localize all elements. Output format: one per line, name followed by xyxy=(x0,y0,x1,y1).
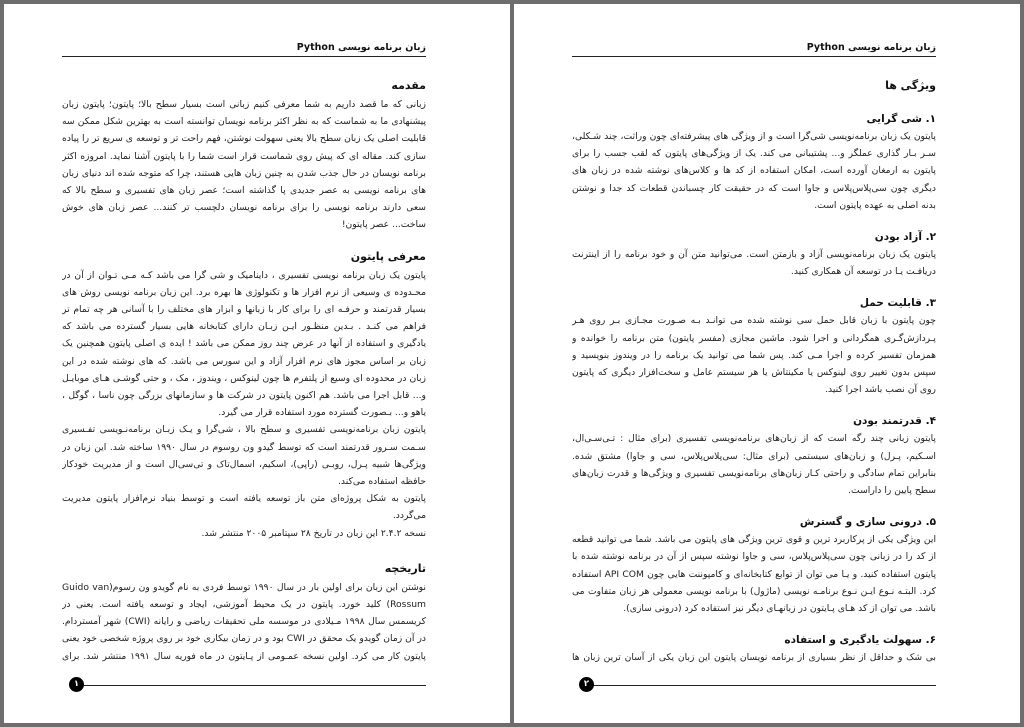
features-section-title: ویژگی ها xyxy=(885,79,936,92)
feature-title-oop: ۱. شی گرایی xyxy=(866,113,936,125)
feature-title-embedding: ۵. درونی سازی و گسترش xyxy=(799,516,936,529)
about-python-heading: معرفی پایتون xyxy=(350,249,426,263)
about-paragraph-4: نسخه ۲.۴.۲ این زبان در تاریخ ۲۸ سپتامبر ۲۰۰۵ منتشر شد. xyxy=(201,527,426,539)
intro-paragraph: زبانی که ما قصد داریم به شما معرفی کنیم زبانی است بسیار سطح بالا؛ پایتون؛ پایتون زبان پیشنهادی ما به شماست که به نظر اکثر برنامه نویسان توانسته است به بهترین شکل ممکن سه قابلیت اصلی یک زبان سطح بالا یعنی سهولت نوشتن، فهم راحت تر و توسعه ی سریع تر را پیاده سازی کند. مقاله ای که پیش روی شماست قرار است شما را با پایتون آشنا نماید. امروزه اکثر برنامه نویسان در حال جذب شدن به چنین زبان هایی هستند، چرا که متوجه شده اند دنیای زبان های برنامه نویسی به عصر جدیدی پا گذاشته است؛ عصر زبان های تفسیری و سطح بالا که سعی دارند برنامه نویسی را برای برنامه نویسان دلچسب تر کنند... عصر زبان های خوش ساخت... عصر پایتون! xyxy=(62,99,426,231)
running-header: زبان برنامه نویسی Python xyxy=(572,41,936,57)
feature-text-free: پایتون یک زبان برنامه‌نویسی آزاد و بازمتن است. می‌توانید متن آن و خود برنامه را از اینترنت دریافـت یـا در توسعه آن همکاری کنید. xyxy=(572,249,936,278)
feature-text-oop: پایتون یک زبان برنامه‌نویسی شی‌گرا است و از ویژگی های پیشرفته‌ای چون وراثت، چند شـکلی، سـر بـار گذاری عملگر و... پشتیبانی می کند. یک از ویژگی‌های پایتون که لقب جسب را برای پایتون به ارمغان آورده است، امکان استفاده از کد ها و کلاس‌های نوشته شده در زبان های دیگری چون سی‌پلاس‌پلاس و جاوا است که در حقیقت کار چسباندن قطعات کد جدا و نوشتن بدنه اصلی به عهده پایتون است. xyxy=(572,131,936,211)
feature-title-ease: ۶. سهولت یادگیری و استفاده xyxy=(784,634,936,647)
feature-title-powerful: ۴. قدرتمند بودن xyxy=(853,415,936,428)
right-page xyxy=(514,4,1020,723)
feature-title-portability: ۳. قابلیت حمل xyxy=(859,297,936,310)
running-header: زبان برنامه نویسی Python xyxy=(62,41,426,57)
about-paragraph-3: پایتون به شکل پروژه‌ای متن باز توسعه یافته است و توسط بنیاد نرم‌افزار پایتون مدیریت می‌گردد. xyxy=(62,493,426,522)
left-page xyxy=(4,4,510,723)
feature-text-ease: بی شک و حداقل از نظر بسیاری از برنامه نویسان پایتون این زبان یکی از آسان ترین زبان ها xyxy=(572,652,936,663)
footer-rule xyxy=(582,685,936,686)
intro-heading: مقدمه xyxy=(391,79,426,92)
history-paragraph: نوشتن این زبان برای اولین بار در سال ۱۹۹۰ توسط فردی به نام گویدو ون رسوم(Guido van Rossum) کلید خورد. پایتون در یک محیط آموزشی، ایجاد و توسعه یافته است. یعنی در کریسمس سال ۱۹۹۸ مـیلادی در موسسه ملی تحقیقات ریاضی و رایانه (CWI) شهر آمستردام. در آن زمان گویدو یک محقق در CWI بود و در زمان بیکاری خود بر روی پروژه شخصی خود یعنی پایتون کار می کرد. اولین نسخه عمـومی از پـایتون در ماه فوریه سال ۱۹۹۱ منتشر شد. برای xyxy=(62,581,426,662)
about-paragraph-1: پایتون یک زبان برنامه نویسی تفسیری ، داینامیک و شی گرا می باشد کـه مـی تـوان از آن در محـدوده ی وسیعی از نرم افزار ها و تکنولوژی ها بهره برد. این زبان برنامه نویسی روش های بسیار قدرتمند و حرفـه ای را برای کار با زبانها و ابزار های مختلف را با آسانی هر چه تمام تر فراهم می کنـد . بـدین منظـور ایـن زبـان دارای کتابخانه هایی بسیار گسترده می باشد که یادگیری و استفاده از آنها در عرض چند روز ممکن می باشد ! ایده ی اصلی پایتون همچنین یک زبان بر اساس مجوز های نرم افزار آزاد و این سورس می باشد. که های نوشته شده در این زبان در محدوده ای وسیع از پلتفرم ها چون لینوکس ، ویندوز ، مک ، و حتی گوشـی هـای موبایـل و... قابل اجرا می باشد. هم اکنون پایتون در شرکت ها و سازمانهای بزرگی چون ناسا ، گوگل ، یاهو و... بـصورت گسترده مورد استفاده قرار می گیرد. xyxy=(62,269,426,419)
page-number-badge: ۱ xyxy=(69,677,84,692)
footer-rule xyxy=(72,685,426,686)
feature-text-embedding: این ویژگی یکی از پرکاربرد ترین و قوی ترین ویژگی های پایتون می باشد. شما می توانید قطعه از کد را در زبانی چون سی‌پلاس‌پلاس، سی و جاوا نوشته سپس از آن در برنامه نوشته شده با پایتون استفاده کنید. و یـا می توان از توابع کتابخانه‌ای و کامپوننت هایی چون API COM استفاده کرد. البتـه نـوع ایـن نـوع برنامـه نویسی (ماژول) با برنامه نویسی معمولی هر زبان متفاوت می باشد. می توان از کد هـای پـایتون در زبانهـای دیگر نیز استفاده کرد (درونی سازی). xyxy=(572,534,936,615)
feature-text-powerful: پایتون زبانی چند رگه است که از زبان‌های برنامه‌نویسی تفسیری (برای مثال : تـی‌سـی‌ال، اسـکیم، پـرل) و زبان‌های سیستمی (برای مثال: سی‌پلاس‌پلاس، سی و جاوا) مشتق شده. بنابراین تمام سادگی و راحتی کـار زبان‌های برنامه‌نویسی تفسیری و ویژگی‌ها و قدرت زبان‌های سطح پایین را داراست. xyxy=(572,433,936,497)
right-page-content xyxy=(572,72,936,663)
page-number-badge: ۲ xyxy=(579,677,594,692)
feature-text-portability: چون پایتون با زبان قابل حمل سی نوشته شده می توانـد بـه صـورت مجـازی بـر روی هـر پـردازش‌گـری همگردانی و اجرا شود. ماشین مجازی (مفسر پایتون) متن برنامه را خوانده و همزمان تفسیر کرده و اجرا مـی کند. پس شما می توانید یک برنامه را در ویندوز بنویسید و سپس بدون تغییر روی لینوکس یا مکینتاش یا هر سیستم عامل و سخت‌افزار دیگری که پایتون روی آن نصب باشد اجرا کنید. xyxy=(572,315,936,396)
history-heading: تاریخچه xyxy=(384,561,426,575)
left-page-content xyxy=(62,72,426,663)
feature-title-free: ۲. آزاد بودن xyxy=(874,231,936,244)
about-paragraph-2: پایتون زبان برنامه‌نویسی تفسیری و سطح بالا ، شی‌گرا و یـک زبـان برنامه‌نـویسی تفـسیری سـمت سـرور قدرتمند است که توسط گیدو ون روسوم در سال ۱۹۹۰ ساخته شد. این زبان در ویژگی‌ها شبیه پـرل، روبـی (راپی)، اسکیم، اسمال‌تاک و تی‌سی‌ال است و از مدیریت خودکار حافظه استفاده می‌کند. xyxy=(62,424,426,488)
